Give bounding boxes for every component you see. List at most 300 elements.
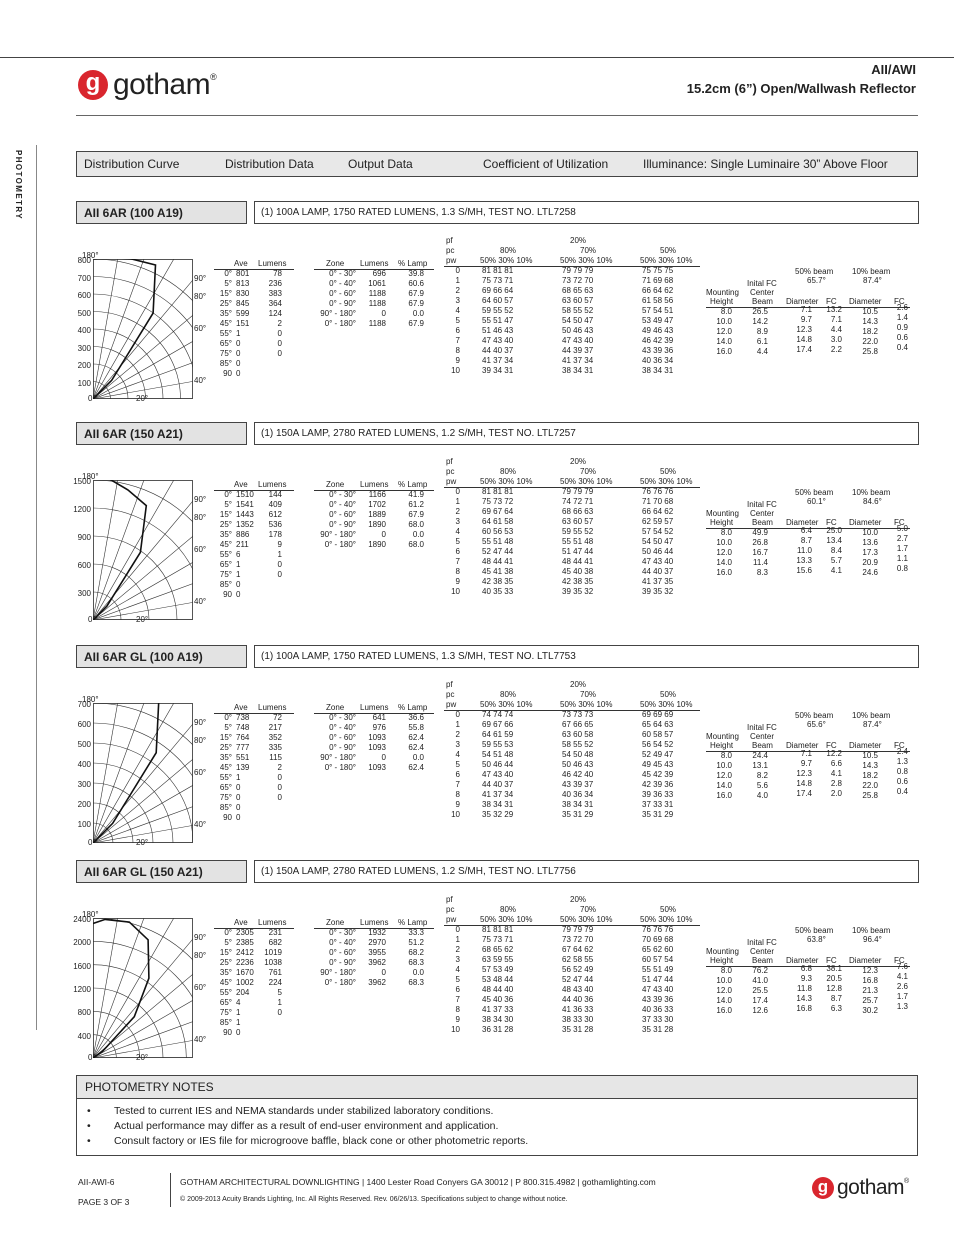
ill-10-angle: 96.4°: [863, 935, 882, 944]
ill-height-val-column: [712, 966, 732, 1016]
ill-d10: 10.0: [862, 528, 878, 537]
cu-group-70: 70%: [580, 690, 597, 699]
dist-ave: 1541: [236, 500, 254, 509]
dist-angle: 45°: [219, 978, 232, 987]
cu80-row-column: [482, 925, 513, 1035]
cu70-row-column: [562, 266, 593, 376]
polar-angle-label: 0°: [88, 615, 96, 624]
dist-angle: 25°: [219, 299, 232, 308]
ill-center-fc: 26.5: [752, 307, 768, 316]
cu70-row: 63 60 58: [562, 730, 594, 739]
dist-ave: 599: [236, 309, 250, 318]
polar-angle-label: 20°: [136, 838, 149, 847]
dist-lumens: 0: [277, 329, 282, 338]
cu70-row: 58 55 52: [562, 306, 594, 315]
dist-angle: 35°: [219, 753, 232, 762]
cu-row-index: 8: [455, 346, 460, 355]
note-item: • Consult factory or IES file for microgroove baffle, black cone or other photometric reports.: [87, 1134, 917, 1149]
cu50-row: 76 76 76: [642, 487, 674, 496]
out-zone: 0° - 90°: [329, 958, 356, 967]
ill-initial-fc: Inital FC: [747, 500, 777, 509]
ill-d50: 9.7: [800, 759, 812, 768]
cu70-row: 63 60 57: [562, 296, 594, 305]
ill-50-angle: 65.6°: [807, 720, 826, 729]
cu-row-index: 5: [455, 316, 460, 325]
out-zone: 0° - 30°: [329, 490, 356, 499]
ill-d50-column: [792, 964, 812, 1014]
polar-angle-label: 90°: [194, 495, 207, 504]
out-zone: 0° - 40°: [329, 500, 356, 509]
ill-d10: 22.0: [862, 781, 878, 790]
ill-height: Height: [710, 518, 734, 527]
dist-lumens-column: [262, 713, 282, 803]
polar-scale-label: 600: [77, 561, 91, 570]
ill-fc10: 2.6: [896, 303, 908, 312]
ill-fc50: 4.4: [830, 325, 842, 334]
ill-fc10: 1.3: [896, 1002, 908, 1011]
ill-center-fc-column: [748, 966, 768, 1016]
cu70-row: 35 31 28: [562, 1025, 594, 1034]
ill-center-fc: 8.3: [756, 568, 768, 577]
cu50-row: 44 40 37: [642, 567, 674, 576]
gotham-logo-icon: g: [812, 1177, 834, 1199]
ill-initial-fc: Inital FC: [747, 938, 777, 947]
cu50-row: 52 49 47: [642, 750, 674, 759]
cu-row-index: 5: [455, 537, 460, 546]
polar-spoke: [93, 918, 193, 1058]
cu80-row: 64 61 58: [482, 517, 514, 526]
dist-angle: 35°: [219, 309, 232, 318]
out-zone: 90° - 180°: [320, 753, 356, 762]
cu70-row-column: [562, 925, 593, 1035]
out-lumens: 1061: [368, 279, 386, 288]
dist-angle: 45°: [219, 540, 232, 549]
dist-lumens: 2: [277, 319, 282, 328]
ill-height-val-column: [712, 307, 732, 357]
polar-scale-label: 200: [77, 361, 91, 370]
dist-angle: 85°: [219, 1018, 232, 1027]
dist-lumens: 9: [277, 540, 282, 549]
cu-row-index: 1: [455, 935, 460, 944]
dist-lumens: 0: [277, 339, 282, 348]
dist-header-lumens: Lumens: [258, 259, 287, 268]
out-zone: 0° - 90°: [329, 299, 356, 308]
candela-curve: [93, 703, 159, 843]
ill-d10-column: [858, 528, 878, 578]
dist-lumens: 0: [277, 793, 282, 802]
dist-ave: 551: [236, 753, 250, 762]
polar-scale-label: 400: [77, 326, 91, 335]
ill-d50-column: [792, 305, 812, 355]
polar-angle-label: 80°: [194, 951, 207, 960]
cu70-row: 74 72 71: [562, 497, 594, 506]
cu80-row: 57 53 49: [482, 965, 514, 974]
footer-copyright: © 2009-2013 Acuity Brands Lighting, Inc. All Rights Reserved. Rev. 06/26/13. Specifications subject to change without notice.: [180, 1196, 568, 1203]
cu50-row-column: [642, 487, 673, 597]
ill-fc10-column: [888, 747, 908, 797]
ill-center-fc: 4.0: [756, 791, 768, 800]
dist-lumens: 144: [268, 490, 282, 499]
ill-10-head: 10% beam: [852, 711, 891, 720]
dist-lumens: 115: [269, 753, 282, 762]
ill-d50-head: Diameter: [786, 297, 819, 306]
out-zone: 0° - 40°: [329, 279, 356, 288]
ill-d10-head: Diameter: [849, 956, 882, 965]
ill-fc10: 4.1: [896, 972, 908, 981]
cu80-row: 75 73 71: [482, 276, 514, 285]
out-pct: 39.8: [408, 269, 424, 278]
ill-10-angle: 84.6°: [863, 497, 882, 506]
distribution-curve: [93, 703, 193, 843]
out-zone: 90° - 180°: [320, 530, 356, 539]
polar-scale-label: 100: [77, 820, 91, 829]
cu-group-80: 80%: [500, 246, 517, 255]
polar-angle-label: 180°: [82, 910, 99, 919]
out-zone: 0° - 60°: [329, 948, 356, 957]
cu80-row: 38 34 31: [482, 800, 514, 809]
ill-center: Center: [750, 509, 775, 518]
dist-angle: 15°: [219, 733, 232, 742]
polar-scale-label: 600: [77, 291, 91, 300]
cu-sub: 50% 30% 10%: [640, 700, 693, 709]
cu-sub: 50% 30% 10%: [480, 256, 533, 265]
ill-height: Height: [710, 741, 734, 750]
cu-row-index: 8: [455, 1005, 460, 1014]
cu50-row: 70 69 68: [642, 935, 674, 944]
dist-ave: 764: [236, 733, 250, 742]
polar-scale-label: 1600: [73, 961, 91, 971]
cu70-row: 68 65 63: [562, 286, 594, 295]
dist-angle: 55°: [219, 988, 232, 997]
out-lumens: 1166: [368, 490, 386, 499]
ill-d50: 8.7: [800, 536, 812, 545]
dist-angle: 75°: [219, 349, 232, 358]
dist-ave: 1670: [236, 968, 254, 977]
ill-d50: 6.4: [800, 526, 812, 535]
cu-pw: pw: [446, 477, 457, 486]
ill-fc50: 4.1: [830, 769, 842, 778]
out-pct: 60.6: [408, 279, 424, 288]
cu-row-index: 4: [455, 965, 460, 974]
cu-sub: 50% 30% 10%: [480, 915, 533, 924]
cu80-row: 44 40 37: [482, 346, 514, 355]
polar-angle-label: 180°: [82, 695, 99, 704]
cu-sub: 50% 30% 10%: [560, 477, 613, 486]
cu70-row: 48 44 41: [562, 557, 594, 566]
ill-beam: Beam: [752, 297, 773, 306]
ill-center-fc: 11.4: [753, 558, 768, 567]
cu-floor-reflectance: 20%: [570, 895, 587, 904]
cu50-row: 37 33 30: [642, 1015, 674, 1024]
out-lumens: 3955: [368, 948, 386, 957]
ill-fc50: 6.6: [830, 759, 842, 768]
ill-fc10-column: [888, 962, 908, 1012]
polar-scale-label: 700: [77, 700, 91, 709]
lamp-spec: (1) 150A LAMP, 2780 RATED LUMENS, 1.2 S/MH, TEST NO. LTL7257: [254, 422, 919, 445]
section-title: AII 6AR (100 A19): [76, 201, 247, 224]
dist-header-ave: Ave: [234, 703, 248, 712]
out-lumens: 1932: [368, 928, 386, 937]
cu-row-index: 7: [455, 557, 460, 566]
footer-page: PAGE 3 OF 3: [78, 1197, 130, 1207]
ill-d10: 16.8: [862, 976, 878, 985]
notes-title: PHOTOMETRY NOTES: [77, 1076, 917, 1099]
ill-d10: 25.7: [862, 996, 878, 1005]
dist-angle: 90: [223, 369, 232, 378]
ill-fc10-head: FC: [894, 741, 905, 750]
ill-height-val: 10.0: [716, 976, 732, 985]
cu50-row: 41 37 35: [642, 577, 674, 586]
cu-group-70: 70%: [580, 467, 597, 476]
out-lumens-column: [362, 269, 386, 329]
cu70-row: 42 38 35: [562, 577, 594, 586]
ill-mounting: Mounting: [706, 509, 739, 518]
cu-row-index: 6: [455, 326, 460, 335]
cu-row-index: 9: [455, 356, 460, 365]
out-pct: 68.2: [408, 948, 424, 957]
polar-plot: [93, 259, 193, 399]
cu50-row: 40 36 34: [642, 356, 674, 365]
cu-group-80: 80%: [500, 905, 517, 914]
dist-angle: 5°: [224, 938, 232, 947]
ill-d50: 11.8: [797, 984, 812, 993]
cu-row-index: 1: [455, 720, 460, 729]
out-lumens: 2970: [368, 938, 386, 947]
cu50-row: 45 42 39: [642, 770, 674, 779]
out-pct: 62.4: [408, 763, 424, 772]
ill-fc50: 3.0: [830, 335, 842, 344]
ill-fc10: 0.4: [896, 787, 908, 796]
cu80-row: 75 73 72: [482, 497, 514, 506]
dist-header-lumens: Lumens: [258, 703, 287, 712]
polar-ring: [93, 918, 193, 1058]
ill-fc10: 0.8: [896, 564, 908, 573]
dist-lumens: 0: [277, 1008, 282, 1017]
cu-pc: pc: [446, 905, 455, 914]
ill-fc50: 8.4: [830, 546, 842, 555]
ill-center-fc: 8.2: [756, 771, 768, 780]
cu80-row: 63 59 55: [482, 955, 514, 964]
dist-ave: 0: [236, 359, 241, 368]
out-lumens: 1889: [368, 510, 386, 519]
lamp-spec: (1) 150A LAMP, 2780 RATED LUMENS, 1.2 S/MH, TEST NO. LTL7756: [254, 860, 919, 883]
cu50-row: 42 39 36: [642, 780, 674, 789]
cu-group-50: 50%: [660, 690, 677, 699]
cu-row-index: 7: [455, 336, 460, 345]
out-lumens: 1890: [368, 520, 386, 529]
ill-10-angle: 87.4°: [863, 276, 882, 285]
cu-row-index: 0: [455, 487, 460, 496]
cu80-row: 41 37 34: [482, 356, 514, 365]
dist-ave: 801: [236, 269, 250, 278]
ill-initial-fc: Inital FC: [747, 279, 777, 288]
dist-angle: 55°: [219, 773, 232, 782]
dist-angle: 5°: [224, 500, 232, 509]
dist-ave: 0: [236, 580, 241, 589]
cu70-row: 79 79 79: [562, 925, 594, 934]
ill-center-fc: 49.9: [752, 528, 768, 537]
out-pct: 41.9: [408, 490, 424, 499]
out-pct: 68.0: [408, 520, 424, 529]
cu80-row: 47 43 40: [482, 336, 514, 345]
dist-ave: 0: [236, 590, 241, 599]
ill-fc50: 12.2: [826, 749, 842, 758]
section-title: AII 6AR (150 A21): [76, 422, 247, 445]
ill-d50: 16.8: [796, 1004, 812, 1013]
logo-text: gotham: [837, 1176, 905, 1199]
polar-angle-label: 20°: [136, 394, 149, 403]
out-pct: 55.8: [408, 723, 424, 732]
dist-ave: 0: [236, 813, 241, 822]
ill-height-val: 16.0: [716, 347, 732, 356]
dist-ave: 1: [236, 570, 241, 579]
cu70-row: 41 36 33: [562, 1005, 594, 1014]
dist-ave: 1: [236, 329, 241, 338]
cu70-row: 44 39 37: [562, 346, 594, 355]
ill-fc10-head: FC: [894, 297, 905, 306]
column-header-bar: [76, 151, 918, 177]
polar-angle-label: 20°: [136, 1053, 149, 1062]
out-zone-column: [314, 269, 356, 329]
cu50-row: 53 49 47: [642, 316, 674, 325]
out-lumens-column: [362, 713, 386, 773]
cu80-row: 41 37 34: [482, 790, 514, 799]
polar-spoke: [93, 330, 193, 399]
cu50-row: 66 64 62: [642, 507, 674, 516]
cu-row-index: 10: [451, 587, 460, 596]
dist-lumens: 761: [268, 968, 282, 977]
cu70-row: 51 47 44: [562, 547, 594, 556]
dist-ave: 1: [236, 560, 241, 569]
ill-center-fc: 17.4: [752, 996, 768, 1005]
polar-angle-label: 0°: [88, 1053, 96, 1062]
section-title: AII 6AR GL (150 A21): [76, 860, 247, 883]
ill-50-angle: 60.1°: [807, 497, 826, 506]
out-pct-column: [400, 928, 424, 988]
out-header-lumens: Lumens: [360, 703, 389, 712]
cu-row-index: 6: [455, 985, 460, 994]
cu-row-index: 6: [455, 770, 460, 779]
dist-header-ave: Ave: [234, 918, 248, 927]
dist-angle: 15°: [219, 289, 232, 298]
dist-lumens: 231: [268, 928, 282, 937]
cu-pf: pf: [446, 895, 453, 904]
cu-row-index-column: [448, 266, 460, 376]
cu-row-index: 8: [455, 790, 460, 799]
polar-scale-label: 300: [77, 589, 91, 598]
cu70-row: 35 31 29: [562, 810, 594, 819]
dist-lumens: 612: [268, 510, 282, 519]
ill-height-val: 8.0: [720, 528, 732, 537]
ill-height-val: 12.0: [716, 548, 732, 557]
col-cou: Coefficient of Utilization: [483, 157, 609, 171]
ill-center: Center: [750, 288, 775, 297]
dist-ave: 1: [236, 773, 241, 782]
cu80-row: 64 61 59: [482, 730, 514, 739]
cu50-row: 62 59 57: [642, 517, 674, 526]
dist-ave: 4: [236, 998, 241, 1007]
section-title: AII 6AR GL (100 A19): [76, 645, 247, 668]
cu50-row: 65 62 60: [642, 945, 674, 954]
out-header-zone: Zone: [326, 918, 345, 927]
dist-angle: 35°: [219, 530, 232, 539]
out-pct: 0.0: [412, 753, 424, 762]
header-rule: [0, 57, 954, 58]
polar-scale-label: 2000: [73, 938, 91, 948]
dist-ave: 6: [236, 550, 241, 559]
polar-scale-label: 2400: [73, 915, 91, 924]
ill-center-fc: 76.2: [752, 966, 768, 975]
cu80-row: 81 81 81: [482, 487, 514, 496]
dist-lumens-column: [262, 928, 282, 1018]
out-zone: 0° - 60°: [329, 289, 356, 298]
out-zone: 0° - 180°: [324, 978, 356, 987]
polar-scale-label: 800: [77, 1008, 91, 1018]
polar-angle-label: 90°: [194, 718, 207, 727]
cu-row-index: 6: [455, 547, 460, 556]
ill-50-head: 50% beam: [795, 267, 834, 276]
dist-angle: 85°: [219, 580, 232, 589]
out-lumens: 1890: [368, 540, 386, 549]
page-title: AII/AWI 15.2cm (6”) Open/Wallwash Reflector: [686, 62, 916, 96]
ill-d10: 25.8: [862, 347, 878, 356]
cu80-row: 60 56 53: [482, 527, 514, 536]
cu50-row: 75 75 75: [642, 266, 674, 275]
ill-d50: 7.1: [800, 749, 812, 758]
polar-spoke: [93, 918, 193, 1058]
cu70-row-column: [562, 487, 593, 597]
ill-d10-column: [858, 307, 878, 357]
dist-lumens-column: [262, 269, 282, 359]
dist-lumens: 178: [268, 530, 282, 539]
dist-lumens: 1: [277, 998, 282, 1007]
dist-ave: 748: [236, 723, 250, 732]
out-pct: 67.9: [408, 289, 424, 298]
ill-50-head: 50% beam: [795, 711, 834, 720]
ill-10-head: 10% beam: [852, 267, 891, 276]
out-pct: 0.0: [412, 968, 424, 977]
out-pct: 61.2: [408, 500, 424, 509]
cu70-row: 47 43 40: [562, 336, 594, 345]
side-label: PHOTOMETRY: [14, 150, 23, 221]
ill-d50: 14.3: [796, 994, 812, 1003]
dist-ave: 0: [236, 1028, 241, 1037]
ill-center: Center: [750, 732, 775, 741]
cu80-row: 41 37 33: [482, 1005, 514, 1014]
polar-spoke: [93, 480, 193, 620]
out-lumens: 0: [381, 753, 386, 762]
cu-row-index-column: [448, 710, 460, 820]
cu-pw: pw: [446, 256, 457, 265]
ill-d50: 7.1: [800, 305, 812, 314]
dist-ave: 1002: [236, 978, 254, 987]
dist-ave: 2236: [236, 958, 254, 967]
ill-fc10: 0.6: [896, 333, 908, 342]
candela-curve: [93, 480, 146, 620]
ill-d10: 21.3: [862, 986, 878, 995]
ill-10-head: 10% beam: [852, 926, 891, 935]
ill-d10: 14.3: [862, 317, 878, 326]
ill-height-val: 14.0: [716, 996, 732, 1005]
out-zone: 0° - 30°: [329, 269, 356, 278]
cu80-row-column: [482, 487, 513, 597]
dist-lumens: 224: [268, 978, 282, 987]
polar-angle-label: 80°: [194, 513, 207, 522]
out-zone: 0° - 180°: [324, 763, 356, 772]
ill-d50-head: Diameter: [786, 518, 819, 527]
cu70-row: 62 58 55: [562, 955, 594, 964]
dist-ave: 0: [236, 793, 241, 802]
